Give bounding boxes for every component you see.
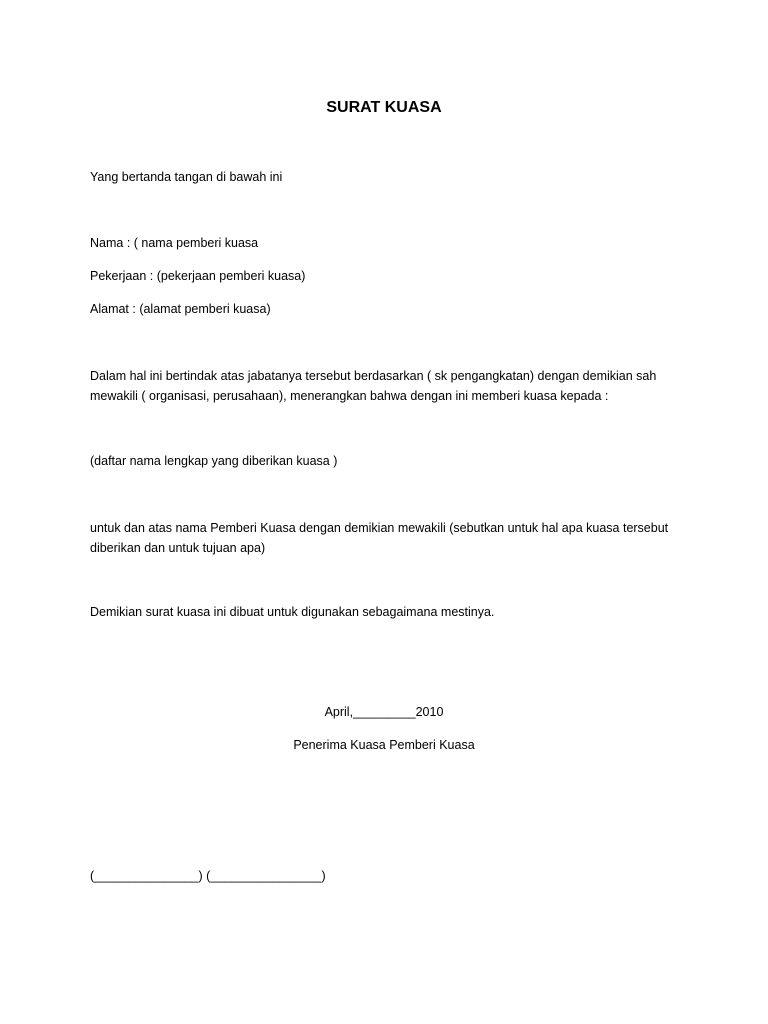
field-pekerjaan: Pekerjaan : (pekerjaan pemberi kuasa) [90, 269, 306, 283]
date-line: April,_________2010 [324, 705, 444, 719]
signatories-labels: Penerima Kuasa Pemberi Kuasa [293, 738, 475, 752]
recipients-text: (daftar nama lengkap yang diberikan kuasa ) [90, 454, 338, 468]
paragraph-purpose: untuk dan atas nama Pemberi Kuasa dengan demikian mewakili (sebutkan untuk hal apa kuasa tersebut diberikan dan untuk tujuan apa) [90, 521, 669, 555]
paragraph-authority: Dalam hal ini bertindak atas jabatanya tersebut berdasarkan ( sk pengangkatan) dengan demikian sah mewakili ( organisasi, perusahaan), menerangkan bahwa dengan ini memberi kuasa kepada : [90, 369, 657, 403]
document-title: SURAT KUASA [326, 99, 442, 116]
signature-lines: (_______________) (________________) [90, 869, 326, 883]
field-nama: Nama : ( nama pemberi kuasa [90, 236, 259, 250]
intro-text: Yang bertanda tangan di bawah ini [90, 170, 283, 184]
closing-text: Demikian surat kuasa ini dibuat untuk digunakan sebagaimana mestinya. [90, 605, 495, 619]
field-alamat: Alamat : (alamat pemberi kuasa) [90, 302, 271, 316]
